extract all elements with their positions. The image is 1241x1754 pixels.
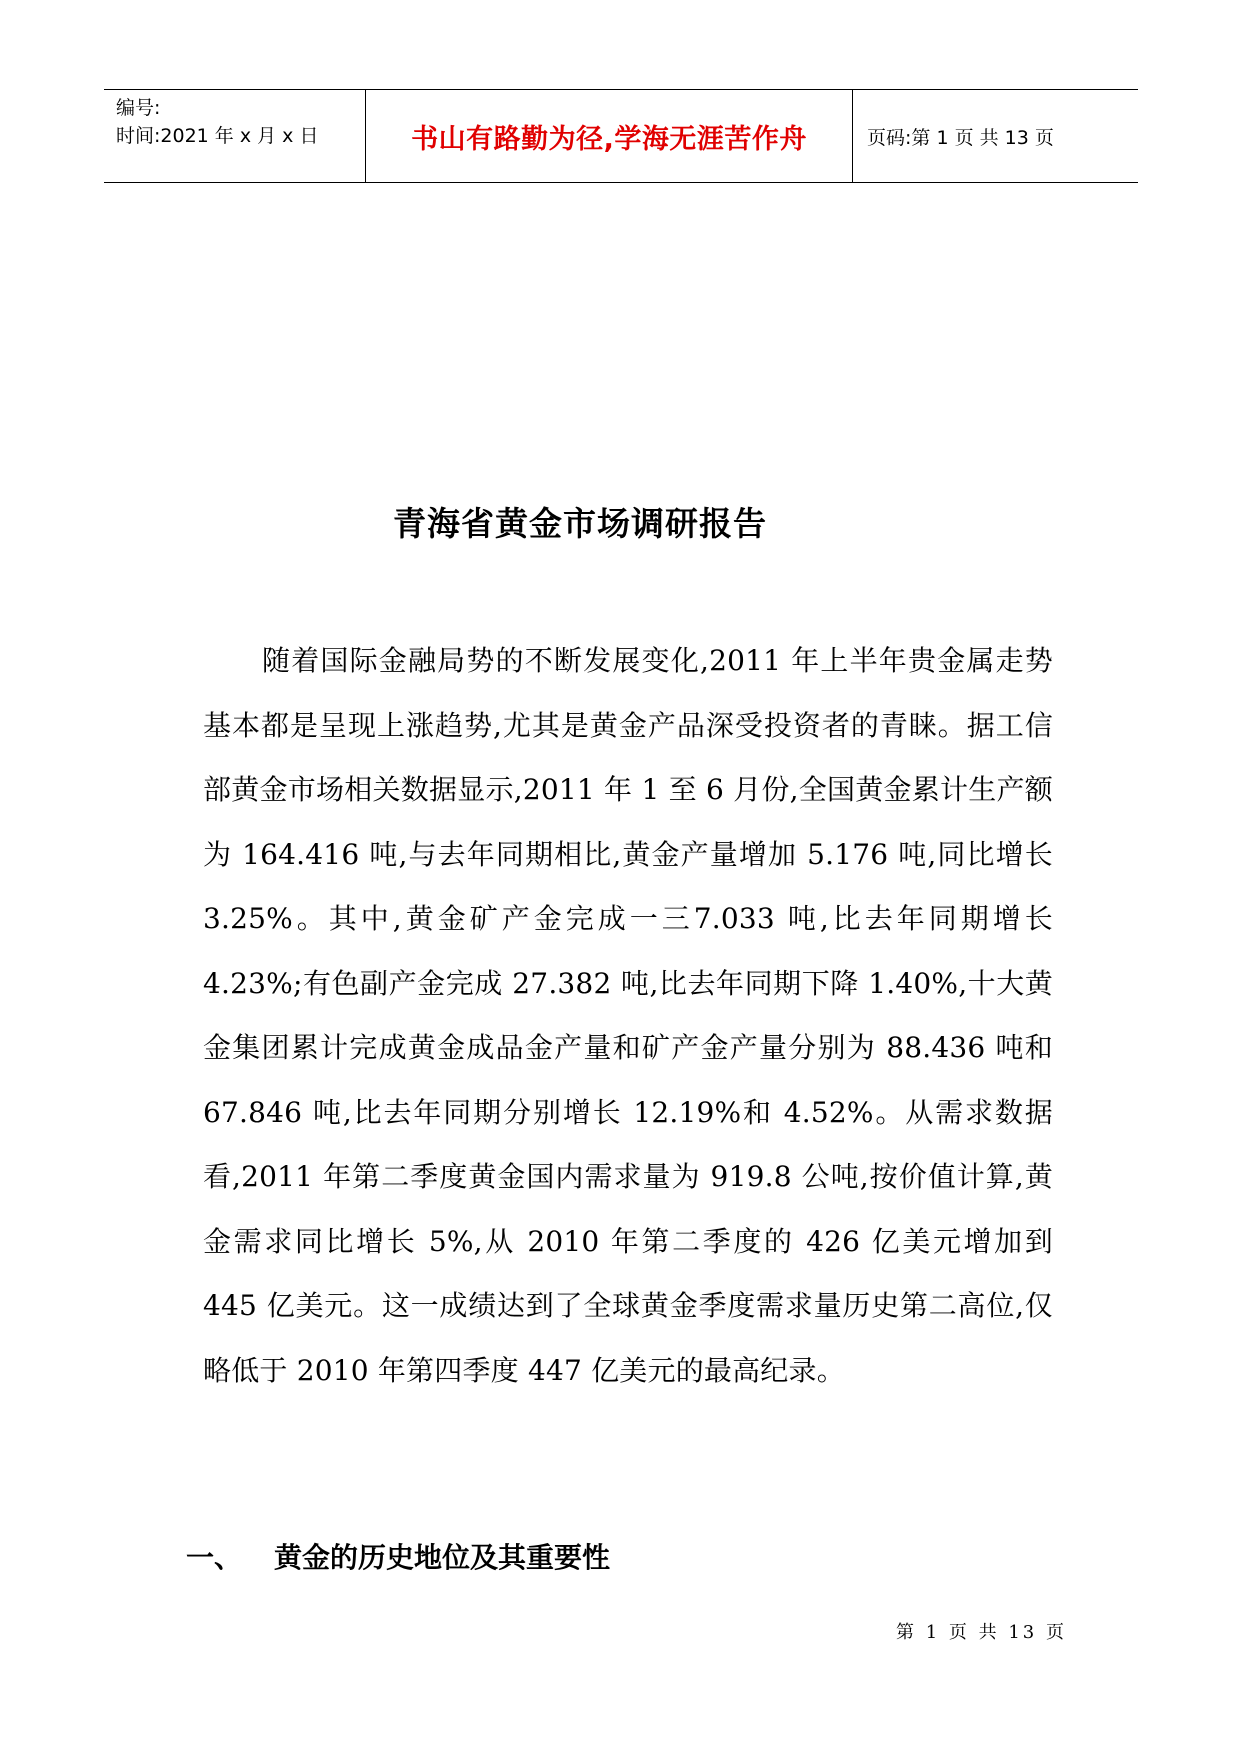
page-footer: 第 1 页 共 13 页 <box>896 1622 1067 1643</box>
document-number-label: 编号: <box>116 97 161 119</box>
header-meta <box>104 90 366 182</box>
section-number: 一、 <box>186 1541 243 1574</box>
header-page-info: 页码:第 1 页 共 13 页 <box>867 126 1054 149</box>
page-header <box>104 89 1138 183</box>
document-title: 青海省黄金市场调研报告 <box>393 504 767 543</box>
body-paragraph: 随着国际金融局势的不断发展变化,2011 年上半年贵金属走势基本都是呈现上涨趋势,尤其是黄金产品深受投资者的青睐。据工信部黄金市场相关数据显示,2011 年 1 至 6 月份,全国黄金累计生产额为 164.416 吨,与去年同期相比,黄金产量增加 5.176 吨,同比增长 3.25%。其中,黄金矿产金完成一三7.033 吨,比去年同期增长 4.23%;有色副产金完成 27.382 吨,比去年同期下降 1.40%,十大黄金集团累计完成黄金成品金产量和矿产金产量分别为 88.436 吨和 67.846 吨,比去年同期分别增长 12.19%和 4.52%。从需求数据看,2011 年第二季度黄金国内需求量为 919.8 公吨,按价值计算,黄金需求同比增长 5%,从 2010 年第二季度的 426 亿美元增加到 445 亿美元。这一成绩达到了全球黄金季度需求量历史第二高位,仅略低于 2010 年第四季度 447 亿美元的最高纪录。 <box>203 644 1053 1387</box>
section-title: 黄金的历史地位及其重要性 <box>274 1541 611 1574</box>
document-time-label: 时间:2021 年 x 月 x 日 <box>116 125 319 147</box>
section-heading <box>186 1536 610 1576</box>
header-motto: 书山有路勤为径,学海无涯苦作舟 <box>366 90 853 182</box>
